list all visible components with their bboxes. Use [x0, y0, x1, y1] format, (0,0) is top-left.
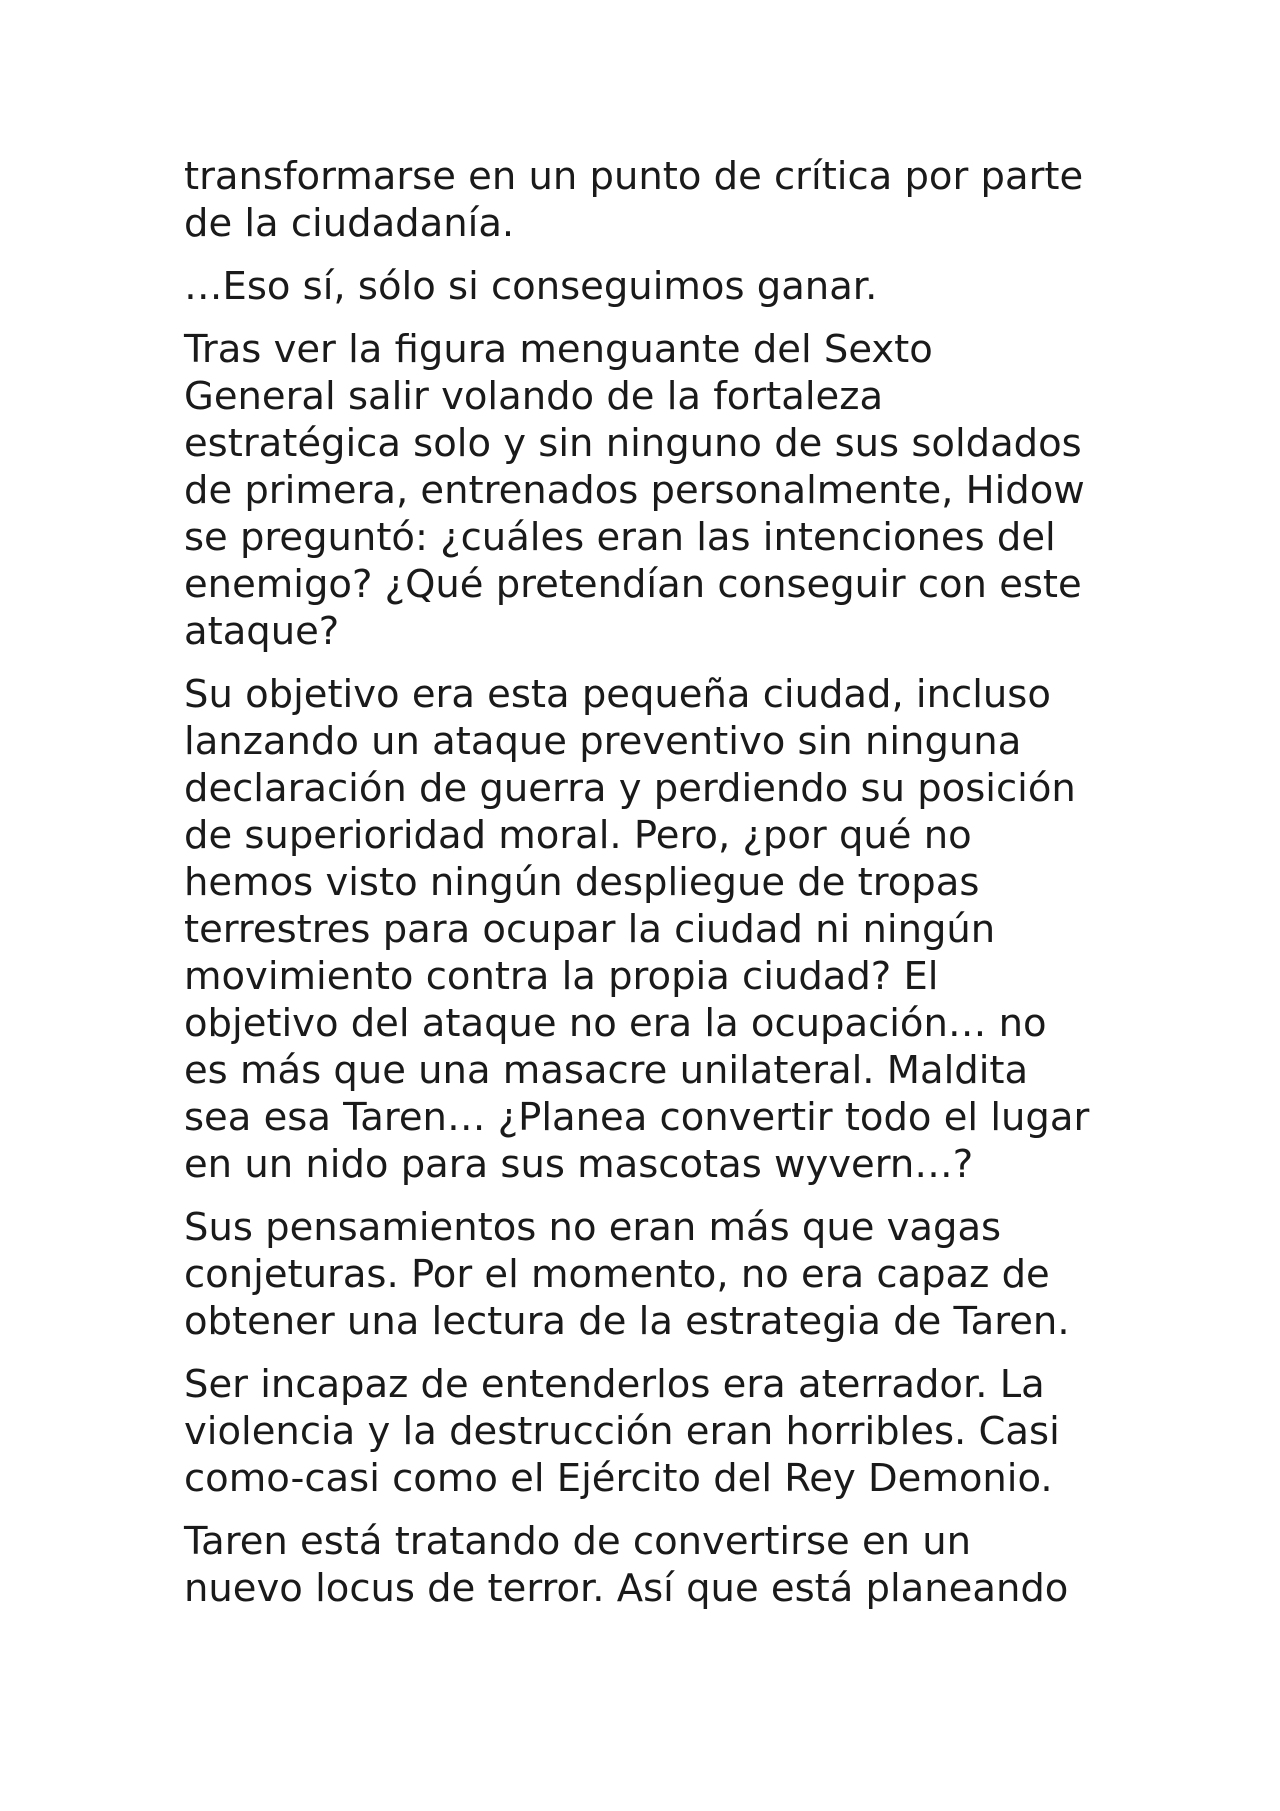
paragraph-6	[184, 1361, 1104, 1502]
text-line: en un nido para sus mascotas wyvern…?	[184, 1142, 974, 1187]
text-line: estratégica solo y sin ninguno de sus soldados	[184, 421, 1082, 466]
text-line: Taren está tratando de convertirse en un	[184, 1519, 972, 1564]
text-line: …Eso sí, sólo si conseguimos ganar.	[184, 264, 878, 309]
text-body	[184, 153, 1104, 1628]
text-line: ataque?	[184, 609, 340, 654]
text-line: terrestres para ocupar la ciudad ni ningún	[184, 907, 996, 952]
text-line: como-casi como el Ejército del Rey Demonio.	[184, 1456, 1053, 1501]
text-line: transformarse en un punto de crítica por parte	[184, 154, 1084, 199]
text-line: se preguntó: ¿cuáles eran las intenciones del	[184, 515, 1056, 560]
text-line: Tras ver la figura menguante del Sexto	[184, 327, 933, 372]
text-line: movimiento contra la propia ciudad? El	[184, 954, 939, 999]
text-line: enemigo? ¿Qué pretendían conseguir con este	[184, 562, 1082, 607]
text-line: sea esa Taren… ¿Planea convertir todo el lugar	[184, 1095, 1090, 1140]
paragraph-7	[184, 1518, 1104, 1612]
text-line: nuevo locus de terror. Así que está planeando	[184, 1566, 1069, 1611]
paragraph-3	[184, 326, 1104, 655]
text-line: de la ciudadanía.	[184, 201, 515, 246]
text-line: de superioridad moral. Pero, ¿por qué no	[184, 813, 972, 858]
paragraph-5	[184, 1204, 1104, 1345]
paragraph-1	[184, 153, 1104, 247]
text-line: conjeturas. Por el momento, no era capaz de	[184, 1252, 1050, 1297]
text-line: de primera, entrenados personalmente, Hidow	[184, 468, 1085, 513]
text-line: Sus pensamientos no eran más que vagas	[184, 1205, 1002, 1250]
text-line: Su objetivo era esta pequeña ciudad, incluso	[184, 672, 1051, 717]
text-line: obtener una lectura de la estrategia de Taren.	[184, 1299, 1070, 1344]
text-line: lanzando un ataque preventivo sin ninguna	[184, 719, 1022, 764]
text-line: objetivo del ataque no era la ocupación… no	[184, 1001, 1047, 1046]
text-line: hemos visto ningún despliegue de tropas	[184, 860, 980, 905]
text-line: Ser incapaz de entenderlos era aterrador. La	[184, 1362, 1045, 1407]
paragraph-2	[184, 263, 1104, 310]
paragraph-4	[184, 671, 1104, 1188]
text-line: declaración de guerra y perdiendo su posición	[184, 766, 1076, 811]
text-line: violencia y la destrucción eran horribles. Casi	[184, 1409, 1060, 1454]
text-line: es más que una masacre unilateral. Maldita	[184, 1048, 1029, 1093]
text-line: General salir volando de la fortaleza	[184, 374, 884, 419]
